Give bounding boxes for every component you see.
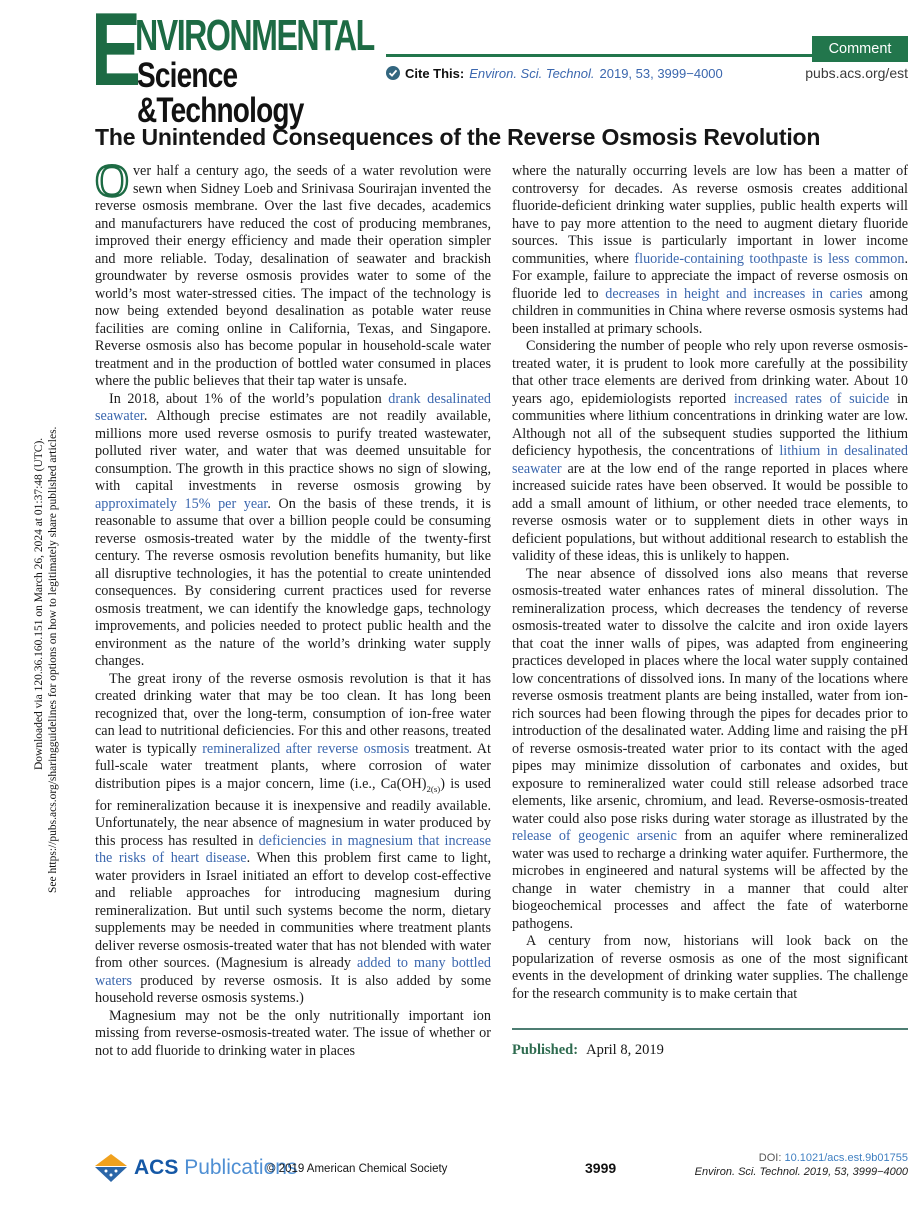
journal-logo [91,0,395,130]
text-run: Magnesium may not be the only nutritionally important ion missing from reverse-osmosis-treated water. The issue of whether or not to add fluoride to drinking water in places [95,1007,491,1059]
published-label: Published: [512,1042,579,1058]
journal-logo-line1: NVIRONMENTAL [135,11,374,60]
journal-logo-line2: Science &Technology [137,56,304,130]
text-run: . On the basis of these trends, it is reasonable to assume that over a billion people could be consuming reverse osmosis-treated water by the middle of the twenty-first century. The reverse osmosis revolution benefits humanity, but like all disruptive technologies, it has the potential to create unintended consequences. By considering current practices used for reverse osmosis treatment, we can identify the knowledge gaps, technology improvements, and policies needed to protect public health and the environment as the nature of the world’s drinking water supply changes. [95,495,491,669]
inline-citation-link[interactable]: remineralized after reverse osmosis [202,740,410,757]
text-run: The great irony of the reverse osmosis revolution is that it has created drinking water that may be too clean. It has long been recognized that, over the long-term, consumption of ion-free water can lead to nutritional deficiencies. For this and other reasons, treated water is typically [95,670,491,757]
inline-citation-link[interactable]: deficiencies in magnesium that increase the risks of heart disease [95,832,492,867]
text-run: from an aquifer where remineralized water was used to recharge a drinking water aquifer. Furthermore, the microbes in engineered and natural systems will be affected by the change in water chemistry in a manner that could alter biogeochemical processes and affect the fate of waterborne pathogens. [512,828,908,932]
text-run: ver half a century ago, the seeds of a water revolution were sewn when Sidney Loeb and Srinivasa Sourirajan invented the reverse osmosis membrane. Over the last five decades, academics and manufacturers have reduced the cost of producing membranes, improved their energy efficiency and made their operation simpler and more reliable. Today, desalination of seawater and brackish groundwater by reverse osmosis provides water to some of the world’s most water-stressed cities. The impact of the technology is now being extended beyond desalination as potable water reuse facilities are coming online in California, Texas, and Singapore. Reverse osmosis also has become popular in household-scale water treatment and in the production of bottled water consumed in places where the public believes that their tap water is unsafe. [95,163,491,389]
text-run: in communities where lithium concentrations in drinking water are low. Although not all of the subsequent studies supported the lithium deficiency hypothesis, the concentrations of [512,390,908,459]
article-paragraph [512,163,908,338]
article-paragraph [95,671,491,1008]
text-run: Considering the number of people who rely upon reverse osmosis-treated water, it is prudent to look more carefully at the possibility that other trace elements are derived from drinking water. About 10 years ago, epidemiologists reported [512,338,908,407]
page-number: 3999 [585,1160,617,1176]
article-body [95,155,908,1060]
dropcap-letter: O [95,155,129,207]
text-run: A century from now, historians will look back on the popularization of reverse osmosis as one of the most significant events in the development of drinking water supplies. The challenge for the research community is to make certain that [512,933,908,1002]
doi-line [695,1152,908,1164]
inline-citation-link[interactable]: approximately 15% per year [95,495,268,512]
doi-label: DOI: [758,1152,782,1164]
acs-brand-acs: ACS [134,1156,179,1179]
article-title: The Unintended Consequences of the Reverse Osmosis Revolution [95,124,821,150]
inline-citation-link[interactable]: drank desalinated seawater [95,390,491,424]
article-paragraph [95,155,491,391]
published-divider [512,1028,908,1030]
text-run: . For example, failure to appreciate the impact of reverse osmosis on fluoride led to [512,250,908,302]
footer-citation: Environ. Sci. Technol. 2019, 53, 3999−4000 [694,1166,908,1178]
doi-block [695,1152,908,1178]
journal-site-url[interactable]: pubs.acs.org/est [805,65,908,81]
article-paragraph [512,338,908,566]
article-paragraph [95,1008,491,1061]
doi-link[interactable]: 10.1021/acs.est.9b01755 [784,1152,908,1164]
right-column-paragraphs [512,163,908,1003]
right-column [512,163,908,1060]
article-paragraph [95,391,491,671]
text-run: . When this problem first came to light, water providers in Israel initiated an effort to develop cost-effective and reliable approaches for introducing magnesium during remineralization. But until such systems become the norm, dietary supplements may be needed in communities where treatment plants deliver reverse osmosis-treated water that has not blended with water from other sources. (Magnesium is already [95,850,491,972]
inline-citation-link[interactable]: decreases in height and increases in caries [605,285,863,302]
inline-citation-link[interactable]: lithium in desalinated seawater [512,443,908,477]
published-date: April 8, 2019 [586,1042,664,1058]
left-column [95,155,492,1060]
article-paragraph [512,933,908,1003]
text-run: are at the low end of the range reported in places where increased suicide rates have been observed. It would be possible to add a small amount of lithium, or other needed trace elements, to reverse osmosis water or to supplement diets in other ways in deficient populations, but without additional research to establish the validity of these ideas, this is unlikely to happen. [512,460,908,564]
journal-logo-big-e: E [91,0,141,108]
download-notice: Downloaded via 120.36.160.151 on March 26, 2024 at 01:37:48 (UTC). [33,437,45,770]
article-type-badge: Comment [812,36,908,62]
text-run: The near absence of dissolved ions also means that reverse osmosis-treated water enhances rates of mineral dissolution. The remineralization process, which decreases the tendency of reverse osmosis-treated water to dissolve the calcite and iron oxide layers that coat the inner walls of pipes, was adapted from engineering practices developed in places where the local water supply contained low concentrations of dissolved ions. In many of the locations where reverse osmosis treatment plants are being installed, water from ion-rich sources had been flowing through the pipes for decades prior to introduction of the desalinated water. Adding lime and raising the pH of reverse osmosis-treated water prior to its contact with the aged pipes may minimize dissolution of carbonates and oxides, but exposure to remineralized water could still release adsorbed trace elements, like arsenic, chromium, and lead. Reverse-osmosis-treated water could also pose risks during water storage as illustrated by the [512,565,908,827]
subscript-text: 2(s) [426,783,441,794]
text-run: . Although precise estimates are not readily available, millions more used reverse osmosis to purify treated wastewater, polluted river water, and water that was deemed unsuitable for consumption. The growth in this practice shows no sign of slowing, with capital investments in reverse osmosis growing by [95,408,491,494]
text-run: produced by reverse osmosis. It is also added by some household reverse osmosis systems.) [95,972,491,1007]
cite-this-label: Cite This: [405,65,465,81]
text-run: where the naturally occurring levels are low has been a matter of controversy for decades. As reverse osmosis creates additional fluoride-deficient drinking water supplies, public health experts will have to pay more attention to the need to augment dietary fluoride sources. This issue is particularly important in lower income communities, where [512,163,908,267]
copyright-text: © 2019 American Chemical Society [267,1163,448,1175]
inline-citation-link[interactable]: added to many bottled waters [95,955,492,989]
text-run: among children in communities in China where reverse osmosis systems had been installed at primary schools. [512,285,908,337]
page-footer [95,1150,908,1198]
text-run: ) is used for remineralization because it is inexpensive and readily available. Unfortunately, the near absence of magnesium in water produced by this process has resulted in [95,775,491,849]
inline-citation-link[interactable]: increased rates of suicide [733,390,890,407]
published-row [512,1042,908,1060]
cite-this-group [386,66,723,81]
sharing-guidelines-notice: See https://pubs.acs.org/sharingguidelines for options on how to legitimately share published articles. [47,426,59,893]
cite-journal-link[interactable]: Environ. Sci. Technol. [469,65,595,81]
text-run: treatment. At full-scale water treatment plants, where corrosion of water distribution pipes is a major concern, lime (i.e., Ca(OH) [95,740,491,792]
article-paragraph [512,566,908,934]
cite-ref-link[interactable]: 2019, 53, 3999−4000 [599,65,723,81]
acs-brand-publications: Publications [184,1156,298,1179]
inline-citation-link[interactable]: release of geogenic arsenic [512,828,677,844]
text-run: In 2018, about 1% of the world’s population [109,390,389,407]
cite-row [386,62,908,84]
acs-logo-icon [95,1154,127,1182]
cite-this-icon[interactable] [386,66,400,80]
inline-citation-link[interactable]: fluoride-containing toothpaste is less common [634,250,905,267]
